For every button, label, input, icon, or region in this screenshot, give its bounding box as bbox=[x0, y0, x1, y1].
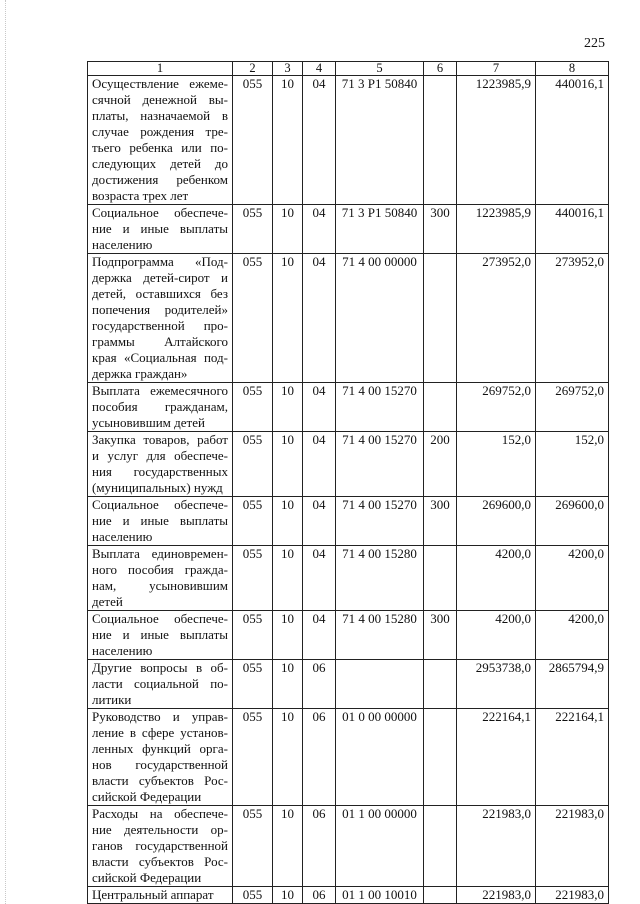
row-grbs: 055 bbox=[233, 611, 273, 660]
page-number: 225 bbox=[584, 36, 605, 51]
row-expense-type: 300 bbox=[424, 497, 457, 546]
row-section: 10 bbox=[273, 254, 303, 383]
row-section: 10 bbox=[273, 205, 303, 254]
row-amount-2: 273952,0 bbox=[536, 254, 609, 383]
row-amount-1: 1223985,9 bbox=[457, 76, 536, 205]
row-subsection: 04 bbox=[303, 611, 336, 660]
header-cell: 5 bbox=[336, 62, 424, 76]
row-target-code: 71 3 Р1 50840 bbox=[336, 76, 424, 205]
table-row bbox=[88, 205, 609, 254]
row-name: Центральный аппарат bbox=[88, 887, 233, 904]
row-name: Социальное обеспече-ние и иные выплаты населению bbox=[88, 497, 233, 546]
row-subsection: 06 bbox=[303, 887, 336, 904]
header-cell: 6 bbox=[424, 62, 457, 76]
table-row bbox=[88, 432, 609, 497]
row-section: 10 bbox=[273, 76, 303, 205]
row-target-code: 71 4 00 15270 bbox=[336, 432, 424, 497]
row-subsection: 06 bbox=[303, 709, 336, 806]
row-name: Руководство и управ-ление в сфере установ-ленных функций орга-нов государственной власти субъектов Рос-сийской Федерации bbox=[88, 709, 233, 806]
row-target-code: 71 4 00 00000 bbox=[336, 254, 424, 383]
row-target-code: 71 4 00 15270 bbox=[336, 383, 424, 432]
table-row bbox=[88, 709, 609, 806]
row-amount-1: 4200,0 bbox=[457, 546, 536, 611]
row-section: 10 bbox=[273, 887, 303, 904]
row-expense-type: 300 bbox=[424, 611, 457, 660]
row-grbs: 055 bbox=[233, 254, 273, 383]
row-grbs: 055 bbox=[233, 660, 273, 709]
table-row bbox=[88, 546, 609, 611]
row-name: Социальное обеспече-ние и иные выплаты населению bbox=[88, 205, 233, 254]
row-amount-2: 152,0 bbox=[536, 432, 609, 497]
row-grbs: 055 bbox=[233, 497, 273, 546]
row-expense-type bbox=[424, 383, 457, 432]
row-expense-type bbox=[424, 806, 457, 887]
row-grbs: 055 bbox=[233, 546, 273, 611]
row-name: Социальное обеспече-ние и иные выплаты населению bbox=[88, 611, 233, 660]
row-section: 10 bbox=[273, 546, 303, 611]
row-target-code: 71 4 00 15280 bbox=[336, 611, 424, 660]
row-amount-2: 2865794,9 bbox=[536, 660, 609, 709]
row-subsection: 04 bbox=[303, 205, 336, 254]
row-subsection: 04 bbox=[303, 383, 336, 432]
row-grbs: 055 bbox=[233, 205, 273, 254]
row-section: 10 bbox=[273, 497, 303, 546]
header-row bbox=[88, 62, 609, 76]
row-subsection: 04 bbox=[303, 497, 336, 546]
row-expense-type bbox=[424, 709, 457, 806]
row-amount-2: 222164,1 bbox=[536, 709, 609, 806]
row-name: Выплата единовремен-ного пособия гражда-нам, усыновившим детей bbox=[88, 546, 233, 611]
row-expense-type: 300 bbox=[424, 205, 457, 254]
row-name: Осуществление ежеме-сячной денежной вы-платы, назначаемой в случае рождения тре-тьего ребенка или по-следующих детей до достижения ребенком возраста трех лет bbox=[88, 76, 233, 205]
row-subsection: 04 bbox=[303, 546, 336, 611]
row-subsection: 06 bbox=[303, 806, 336, 887]
row-target-code: 71 4 00 15270 bbox=[336, 497, 424, 546]
scan-edge-marks bbox=[5, 0, 6, 904]
row-amount-2: 4200,0 bbox=[536, 611, 609, 660]
row-grbs: 055 bbox=[233, 806, 273, 887]
row-amount-2: 440016,1 bbox=[536, 205, 609, 254]
row-amount-1: 273952,0 bbox=[457, 254, 536, 383]
row-grbs: 055 bbox=[233, 887, 273, 904]
row-name: Другие вопросы в об-ласти социальной по-литики bbox=[88, 660, 233, 709]
table-row bbox=[88, 76, 609, 205]
row-grbs: 055 bbox=[233, 709, 273, 806]
row-target-code: 71 4 00 15280 bbox=[336, 546, 424, 611]
header-cell: 3 bbox=[273, 62, 303, 76]
row-grbs: 055 bbox=[233, 76, 273, 205]
row-subsection: 04 bbox=[303, 76, 336, 205]
row-section: 10 bbox=[273, 709, 303, 806]
row-expense-type bbox=[424, 546, 457, 611]
row-expense-type bbox=[424, 660, 457, 709]
table-row bbox=[88, 383, 609, 432]
row-target-code: 71 3 Р1 50840 bbox=[336, 205, 424, 254]
row-expense-type bbox=[424, 887, 457, 904]
header-cell: 4 bbox=[303, 62, 336, 76]
row-section: 10 bbox=[273, 432, 303, 497]
row-amount-1: 269600,0 bbox=[457, 497, 536, 546]
row-amount-2: 440016,1 bbox=[536, 76, 609, 205]
header-cell: 2 bbox=[233, 62, 273, 76]
row-expense-type bbox=[424, 254, 457, 383]
row-amount-1: 4200,0 bbox=[457, 611, 536, 660]
row-amount-2: 269600,0 bbox=[536, 497, 609, 546]
row-amount-1: 221983,0 bbox=[457, 806, 536, 887]
table-row bbox=[88, 660, 609, 709]
row-section: 10 bbox=[273, 383, 303, 432]
row-amount-1: 269752,0 bbox=[457, 383, 536, 432]
row-target-code: 01 1 00 00000 bbox=[336, 806, 424, 887]
row-subsection: 04 bbox=[303, 432, 336, 497]
row-amount-1: 2953738,0 bbox=[457, 660, 536, 709]
row-amount-1: 221983,0 bbox=[457, 887, 536, 904]
row-name: Закупка товаров, работ и услуг для обеспече-ния государственных (муниципальных) нужд bbox=[88, 432, 233, 497]
row-amount-2: 4200,0 bbox=[536, 546, 609, 611]
row-amount-2: 269752,0 bbox=[536, 383, 609, 432]
row-expense-type: 200 bbox=[424, 432, 457, 497]
row-name: Выплата ежемесячного пособия гражданам, усыновившим детей bbox=[88, 383, 233, 432]
row-amount-2: 221983,0 bbox=[536, 887, 609, 904]
table-row bbox=[88, 887, 609, 904]
table-row bbox=[88, 254, 609, 383]
row-section: 10 bbox=[273, 806, 303, 887]
row-amount-1: 152,0 bbox=[457, 432, 536, 497]
row-amount-1: 222164,1 bbox=[457, 709, 536, 806]
row-amount-1: 1223985,9 bbox=[457, 205, 536, 254]
row-section: 10 bbox=[273, 660, 303, 709]
row-target-code bbox=[336, 660, 424, 709]
row-subsection: 06 bbox=[303, 660, 336, 709]
header-cell: 1 bbox=[88, 62, 233, 76]
header-cell: 7 bbox=[457, 62, 536, 76]
row-subsection: 04 bbox=[303, 254, 336, 383]
row-target-code: 01 1 00 10010 bbox=[336, 887, 424, 904]
row-section: 10 bbox=[273, 611, 303, 660]
row-grbs: 055 bbox=[233, 383, 273, 432]
row-expense-type bbox=[424, 76, 457, 205]
header-cell: 8 bbox=[536, 62, 609, 76]
row-amount-2: 221983,0 bbox=[536, 806, 609, 887]
row-target-code: 01 0 00 00000 bbox=[336, 709, 424, 806]
table-row bbox=[88, 497, 609, 546]
table-row bbox=[88, 806, 609, 887]
table-row bbox=[88, 611, 609, 660]
row-grbs: 055 bbox=[233, 432, 273, 497]
row-name: Расходы на обеспече-ние деятельности ор-ганов государственной власти субъектов Рос-сийской Федерации bbox=[88, 806, 233, 887]
row-name: Подпрограмма «Под-держка детей-сирот и детей, оставшихся без попечения родителей» государственной про-граммы Алтайского края «Социальная под-держка граждан» bbox=[88, 254, 233, 383]
budget-table bbox=[87, 61, 609, 904]
